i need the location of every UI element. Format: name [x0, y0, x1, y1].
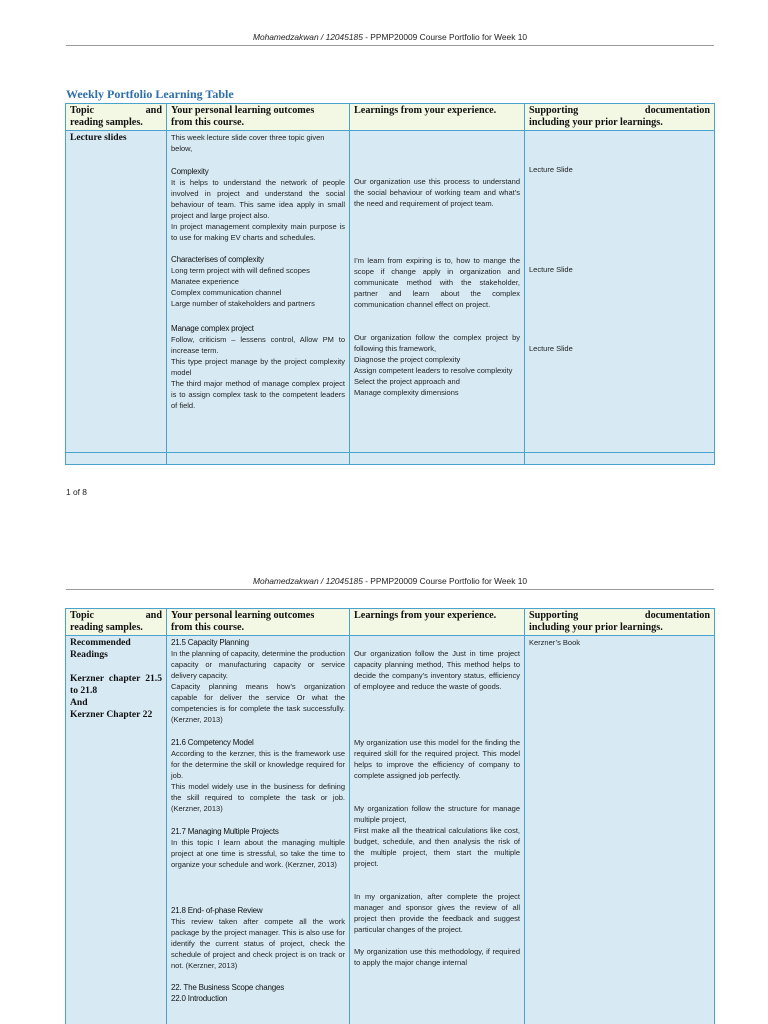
author-id: Mohamedzakwan / 12045185 — [252, 576, 363, 586]
topic-cell: Recommended Readings Kerzner chapter 21.5 to 21.8 And Kerzner Chapter 22 — [66, 636, 167, 1024]
outcomes-cell: 21.5 Capacity Planning In the planning of capacity, determine the production capacity or manufacturing capacity or service delivery capacity. Capacity planning means how’s organization capable for deliver the service Or what the competencies is for complete the task successfully. (Kerzner, 2013) 21.6 Competency Model According to the kerzner, this is the framework use for the determine the skill or knowledge required for job. This model widely use in the business for defining the skill required to complete the task or job. (Kerzner, 2013) 21.7 Managing Multiple Projects In this topic I learn about the managing multiple project at one time is stressful, so take the time to organize your schedule and work. (Kerzner, 2013) 21.8 End- of-phase Review This review taken after compete all the work package by the project manager. This is also use for identify the current status of project, check the schedule of project and check project is on track or not. (Kerzner, 2013) 22. The Business Scope changes 22.0 Introduction — [167, 636, 350, 1024]
column-header-outcomes: Your personal learning outcomes from this course. — [167, 609, 350, 636]
table-header-row — [66, 609, 715, 636]
course-title: - PPMP20009 Course Portfolio for Week 10 — [362, 576, 528, 586]
column-header-learnings: Learnings from your experience. — [350, 609, 525, 636]
column-header-learnings: Learnings from your experience. — [350, 104, 525, 131]
support-cell: Kerzner’s Book — [525, 636, 715, 1024]
support-cell: Lecture Slide Lecture Slide Lecture Slide — [525, 131, 715, 453]
table-header-row — [66, 104, 715, 131]
page-header — [66, 32, 714, 46]
empty-row — [66, 453, 715, 465]
learning-table-page2 — [65, 608, 715, 1024]
column-header-outcomes: Your personal learning outcomes from this course. — [167, 104, 350, 131]
page-header — [66, 576, 714, 590]
table-row — [66, 131, 715, 453]
column-header-support: Supporting documentation including your prior learnings. — [525, 104, 715, 131]
learnings-cell: Our organization follow the Just in time project capacity planning method, This method helps to decide the company’s inventory status, efficiency of employee and reduce the waste of goods. My organization use this model for the finding the required skill for the required project. This model helps to improve the efficiency of company to complete assigned job perfectly. My organization follow the structure for manage multiple project, First make all the theatrical calculations like cost, budget, schedule, and then analysis the risk of the multiple project, them start the multiple project. In my organization, after complete the project manager and sponsor gives the review of all project then provide the feedback and suggest particular changes of the project. My organization use this methodology, if required to apply the major change internal — [350, 636, 525, 1024]
column-header-topic: Topic and reading samples. — [66, 609, 167, 636]
author-id: Mohamedzakwan / 12045185 — [252, 32, 363, 42]
section-title: Weekly Portfolio Learning Table — [66, 87, 234, 101]
column-header-support: Supporting documentation including your prior learnings. — [525, 609, 715, 636]
table-row — [66, 636, 715, 1024]
learning-table-page1 — [65, 103, 715, 465]
course-title: - PPMP20009 Course Portfolio for Week 10 — [362, 32, 528, 42]
column-header-topic: Topic and reading samples. — [66, 104, 167, 131]
topic-cell: Lecture slides — [66, 131, 167, 453]
page-number: 1 of 8 — [66, 487, 87, 497]
learnings-cell: Our organization use this process to understand the social behaviour of working team and what’s the need and requirement of project team. I’m learn from expiring is to, how to mange the scope if change apply in organization and communicate method with the stakeholder, partner and learn about the complex communication channel effect on project. Our organization follow the complex project by following this framework, Diagnose the project complexity Assign competent leaders to resolve complexity Select the project approach and Manage complexity dimensions — [350, 131, 525, 453]
outcomes-cell: This week lecture slide cover three topic given below, Complexity It is helps to understand the network of people involved in project and understand the social behaviour of team. This same idea apply in small project and large project also. In project management complexity main purpose is to use for making EV charts and schedules. Characterises of complexity Long term project with will defined scopes Manatee experience Complex communication channel Large number of stakeholders and partners Manage complex project Follow, criticism – lessens control, Allow PM to increase term. This type project manage by the project complexity model The third major method of manage complex project is to assign complex task to the competent leaders of field. — [167, 131, 350, 453]
